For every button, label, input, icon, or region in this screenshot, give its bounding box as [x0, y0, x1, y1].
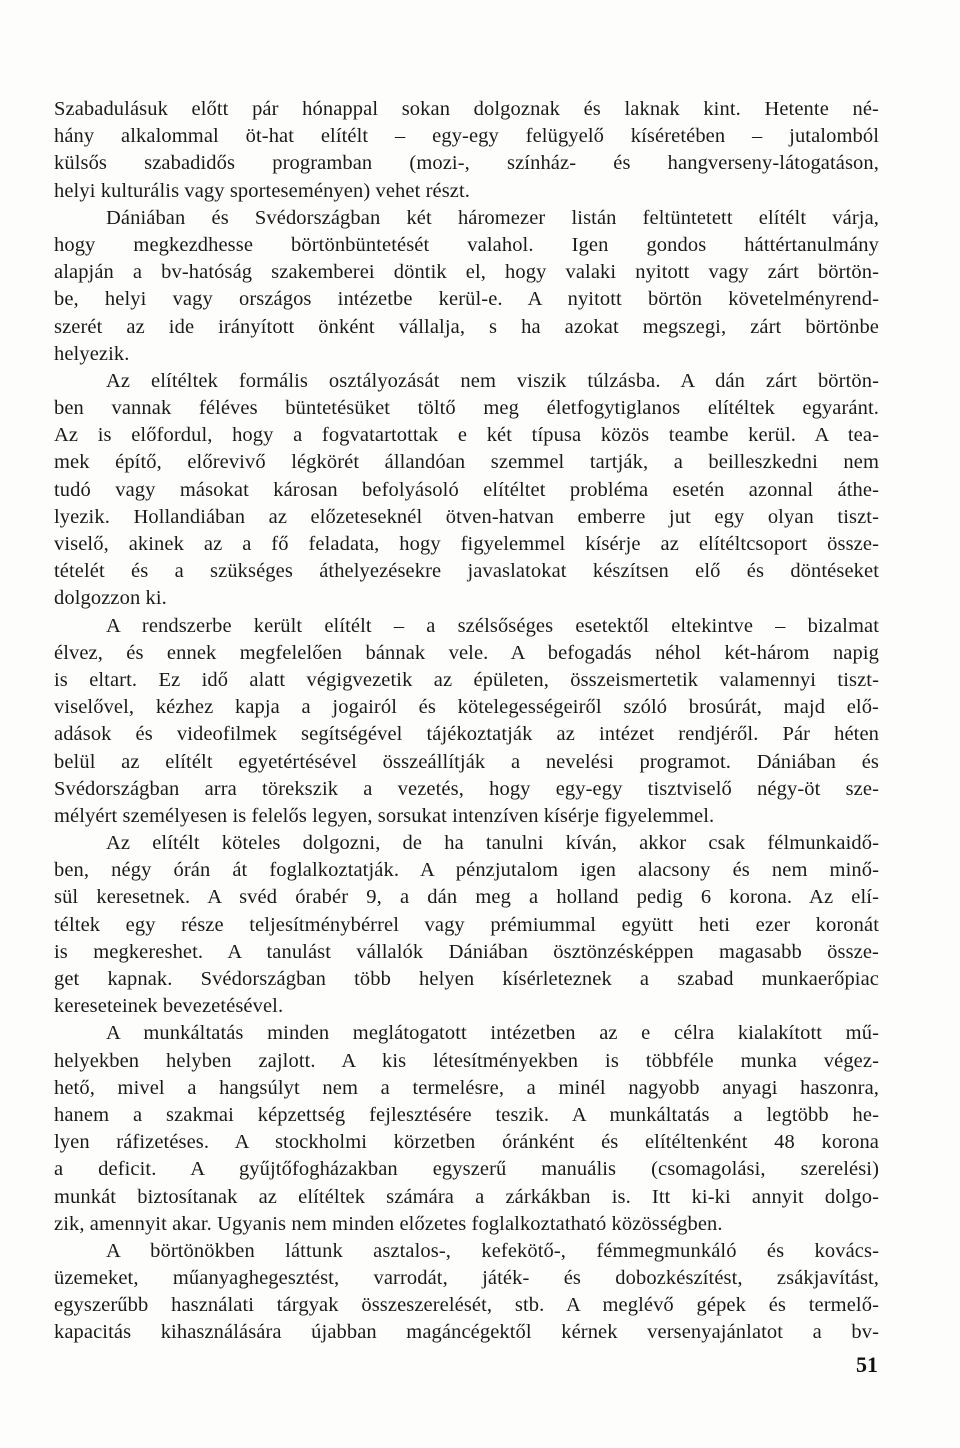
text-line: dolgozzon ki. — [54, 587, 167, 610]
paragraph-start-line: Az elítéltek formális osztályozását nem viszik túlzásba. A dán zárt börtön- — [106, 369, 879, 392]
text-line: kapacitás kihasználására újabban magáncégektől kérnek versenyajánlatot a bv- — [54, 1321, 879, 1344]
text-line: szerét az ide irányított önként vállalja, s ha azokat megszegi, zárt börtönbe — [54, 315, 879, 338]
text-line: viselővel, kézhez kapja a jogairól és kötelegességeiről szóló brosúrát, majd elő- — [54, 696, 879, 719]
text-line: munkát biztosítanak az elítéltek számára a zárkákban is. Itt ki-ki annyit dolgo- — [54, 1185, 879, 1208]
text-line: be, helyi vagy országos intézetbe kerül-e. A nyitott börtön követelményrend- — [54, 288, 879, 311]
paragraph-start-line: Az elítélt köteles dolgozni, de ha tanulni kíván, akkor csak félmunkaidő- — [106, 832, 879, 855]
paragraph-start-line: Dániában és Svédországban két háromezer listán feltüntetett elítélt várja, — [106, 206, 879, 229]
text-line: Svédországban arra törekszik a vezetés, hogy egy-egy tisztviselő négy-öt sze- — [54, 777, 879, 800]
text-line: hető, mivel a hangsúlyt nem a termelésre, a minél nagyobb anyagi haszonra, — [54, 1076, 879, 1099]
text-line: sül keresetnek. A svéd órabér 9, a dán meg a holland pedig 6 korona. Az elí- — [54, 886, 879, 909]
text-line: get kapnak. Svédországban több helyen kísérleteznek a szabad munkaerőpiac — [54, 968, 879, 990]
text-line: is eltart. Ez idő alatt végigvezetik az épületen, összeismertetik valamennyi tiszt- — [54, 668, 879, 691]
text-line: helyekben helyben zajlott. A kis létesítményekben is többféle munka végez- — [54, 1049, 879, 1072]
text-line: élvez, és ennek megfelelően bánnak vele. A befogadás néhol két-három napig — [54, 641, 879, 664]
text-line: lyezik. Hollandiában az előzeteseknél ötven-hatvan emberre jut egy olyan tiszt- — [54, 505, 879, 528]
page-number: 51 — [856, 1352, 878, 1377]
text-line: a deficit. A gyűjtőfogházakban egyszerű manuális (csomagolási, szerelési) — [54, 1158, 879, 1181]
text-line: helyezik. — [54, 342, 130, 365]
text-line: egyszerűbb használati tárgyak összeszerelését, stb. A meglévő gépek és termelő- — [54, 1294, 879, 1317]
text-line: adások és videofilmek segítségével tájékoztatják az intézet rendjéről. Pár héten — [54, 723, 879, 746]
text-line: lyen ráfizetéses. A stockholmi körzetben óránként és elítéltenként 48 korona — [54, 1131, 879, 1154]
text-line: kereseteinek bevezetésével. — [54, 995, 284, 1018]
text-line: hanem a szakmai képzettség fejlesztésére teszik. A munkáltatás a legtöbb he- — [54, 1103, 879, 1126]
text-line: hogy megkezdhesse börtönbüntetését valahol. Igen gondos háttértanulmány — [54, 233, 879, 256]
text-line: Az is előfordul, hogy a fogvatartottak e két típusa közös teambe kerül. A tea- — [54, 424, 879, 447]
body-text — [54, 96, 879, 1347]
text-line: helyi kulturális vagy sporteseményen) vehet részt. — [54, 179, 471, 202]
text-line: ben vannak féléves büntetésüket töltő meg életfogytiglanos elítéltek egyaránt. — [54, 397, 879, 420]
text-line: Szabadulásuk előtt pár hónappal sokan dolgoznak és laknak kint. Hetente né- — [54, 98, 879, 120]
text-line: zik, amennyit akar. Ugyanis nem minden előzetes foglalkoztatható közösségben. — [54, 1212, 723, 1235]
text-line: viselő, akinek az a fő feladata, hogy figyelemmel kísérje az elítéltcsoport össze- — [54, 533, 879, 555]
text-line: tudó vagy másokat károsan befolyásoló elítéltet probléma esetén azonnal áthe- — [54, 478, 879, 501]
text-line: tételét és a szükséges áthelyezésekre javaslatokat készítsen elő és döntéseket — [54, 560, 879, 583]
paragraph-start-line: A börtönökben láttunk asztalos-, kefekötő-, fémmegmunkáló és kovács- — [106, 1239, 879, 1262]
text-line: belül az elítélt egyetértésével összeállítják a nevelési programot. Dániában és — [54, 750, 879, 773]
text-line: hány alkalommal öt-hat elítélt – egy-egy felügyelő kíséretében – jutalomból — [54, 125, 879, 148]
text-line: külsős szabadidős programban (mozi-, színház- és hangverseny-látogatáson, — [54, 152, 879, 175]
paragraph-start-line: A munkáltatás minden meglátogatott intézetben az e célra kialakított mű- — [106, 1022, 879, 1045]
text-line: üzemeket, műanyaghegesztést, varrodát, játék- és dobozkészítést, zsákjavítást, — [54, 1267, 879, 1290]
text-line: mek építő, előrevivő légkörét állandóan szemmel tartják, a beilleszkedni nem — [54, 451, 879, 474]
text-line: téltek egy része teljesítménybérrel vagy prémiummal együtt heti ezer koronát — [54, 913, 879, 936]
paragraph-start-line: A rendszerbe került elítélt – a szélsőséges esetektől eltekintve – bizalmat — [106, 614, 879, 637]
text-line: alapján a bv-hatóság szakemberei döntik el, hogy valaki nyitott vagy zárt börtön- — [54, 261, 879, 284]
text-line: mélyért személyesen is felelős legyen, sorsukat intenzíven kísérje figyelemmel. — [54, 804, 715, 827]
text-line: ben, négy órán át foglalkoztatják. A pénzjutalom igen alacsony és nem minő- — [54, 859, 879, 882]
text-line: is megkereshet. A tanulást vállalók Dániában ösztönzésképpen magasabb össze- — [54, 940, 879, 963]
